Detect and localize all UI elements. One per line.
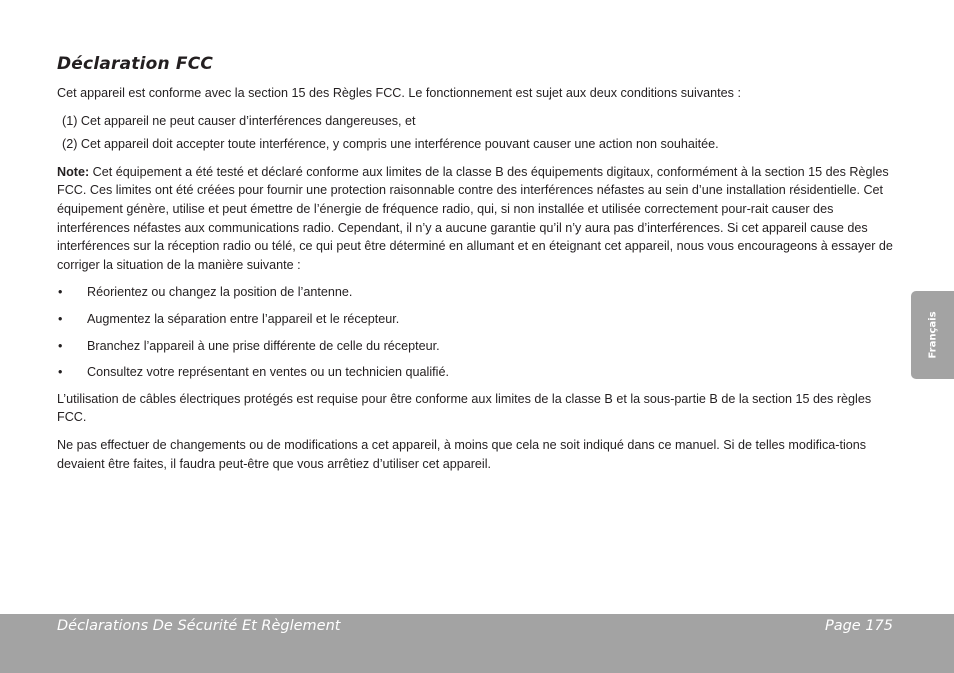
language-tab-label: Français — [927, 311, 938, 359]
list-item — [57, 283, 893, 302]
list-item-text: Consultez votre représentant en ventes ou un technicien qualifié. — [87, 365, 449, 380]
note-text: Cet équipement a été testé et déclaré conforme aux limites de la classe B des équipements digitaux, conformément à la section 15 des Règles FCC. Ces limites ont été créées pour fournir une protection raisonnable contre des interférences néfastes au sein d’une installation résidentielle. Cet équipement génère, utilise et peut émettre de l’énergie de fréquence radio, qui, si non installée et utilisée correctement pour-rait causer des interférences néfastes aux communications radio. Cependant, il n’y a aucune garantie qu’il n’y aura pas d’interférences. Si cet appareil cause des interférences sur la réception radio ou télé, ce qui peut être déterminé en allumant et en éteignant cet appareil, nous vous encourageons à essayer de corriger la situation de la manière suivante : — [57, 164, 893, 272]
bullet-icon: • — [58, 311, 63, 326]
condition-2: (2) Cet appareil doit accepter toute interférence, y compris une interférence pouvant causer une action non souhaitée. — [62, 137, 719, 152]
condition-1: (1) Cet appareil ne peut causer d’interférences dangereuses, et — [62, 113, 416, 128]
bullet-icon: • — [58, 365, 63, 380]
note-paragraph — [57, 163, 893, 275]
bullet-icon: • — [58, 338, 63, 353]
document-body — [57, 54, 893, 482]
bullet-icon: • — [58, 285, 63, 300]
page-footer — [0, 614, 954, 673]
modifications-paragraph: Ne pas effectuer de changements ou de modifications a cet appareil, à moins que cela ne soit indiqué dans ce manuel. Si de telles modifica-tions devaient être faites, il faudra peut-être que vous arrêtiez d’utiliser cet appareil. — [57, 437, 867, 471]
intro-paragraph: Cet appareil est conforme avec la section 15 des Règles FCC. Le fonctionnement est sujet aux deux conditions suivantes : — [57, 86, 741, 100]
list-item — [57, 337, 893, 356]
list-item-text: Réorientez ou changez la position de l’antenne. — [87, 285, 353, 300]
section-heading: Déclaration FCC — [57, 54, 214, 74]
cables-paragraph: L’utilisation de câbles électriques protégés est requise pour être conforme aux limites de la classe B et la sous-partie B de la section 15 des règles FCC. — [57, 391, 872, 425]
list-item-text: Branchez l’appareil à une prise différente de celle du récepteur. — [87, 338, 440, 353]
language-tab — [911, 291, 954, 379]
footer-section-title: Déclarations De Sécurité Et Règlement — [57, 618, 341, 634]
page-number: Page 175 — [824, 618, 893, 634]
list-item — [57, 363, 893, 382]
note-label: Note: — [57, 164, 90, 179]
list-item-text: Augmentez la séparation entre l’appareil et le récepteur. — [87, 311, 400, 326]
list-item — [57, 310, 893, 329]
remedy-list — [57, 283, 893, 381]
